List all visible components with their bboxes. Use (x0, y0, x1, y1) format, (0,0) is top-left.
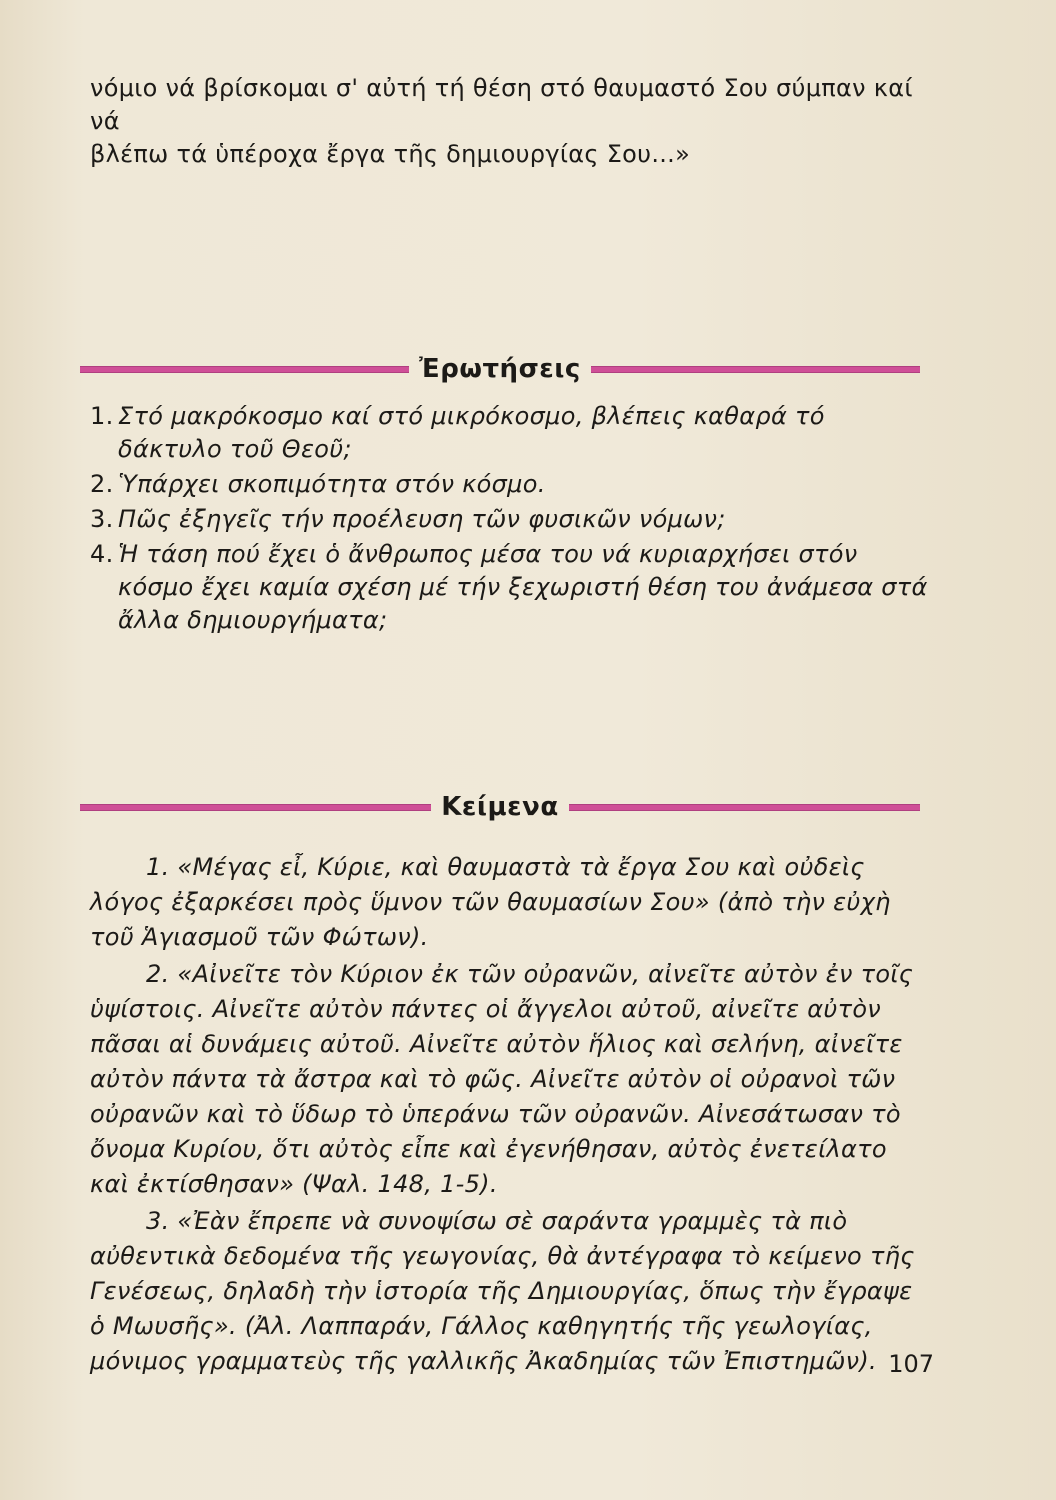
questions-heading-text: Ἐρωτήσεις (419, 354, 581, 384)
question-text: Πῶς ἐξηγεῖς τήν προέλευση τῶν φυσικῶν νόμων; (118, 505, 726, 533)
texts-heading-text: Κείμενα (441, 792, 559, 822)
question-text: Στό μακρόκοσμο καί στό μικρόκοσμο, βλέπεις καθαρά τό δάκτυλο τοῦ Θεοῦ; (118, 402, 825, 463)
question-number: 4. (90, 540, 114, 568)
text-excerpt: 1. «Μέγας εἶ, Κύριε, καὶ θαυμαστὰ τὰ ἔργα Σου καὶ οὐδεὶς λόγος ἐξαρκέσει πρὸς ὕμνον τῶν θαυμασίων Σου» (ἀπὸ τὴν εὐχὴ τοῦ Ἁγιασμοῦ τῶν Φώτων). (90, 853, 891, 951)
heading-rule-left (80, 804, 431, 811)
question-item (90, 503, 930, 536)
heading-rule-right (591, 366, 920, 373)
question-text: Ἡ τάση πού ἔχει ὁ ἄνθρωπος μέσα του νά κυριαρχήσει στόν κόσμο ἔχει καμία σχέση μέ τήν ξεχωριστή θέση του ἀνάμεσα στά ἄλλα δημιουργήματα; (118, 540, 928, 634)
question-item (90, 400, 930, 466)
intro-line: βλέπω τά ὑπέροχα ἔργα τῆς δημιουργίας Σου...» (90, 140, 691, 168)
page-number: 107 (888, 1350, 934, 1378)
questions-heading (80, 352, 920, 386)
question-text: Ὑπάρχει σκοπιμότητα στόν κόσμο. (118, 470, 546, 498)
heading-rule-left (80, 366, 409, 373)
question-number: 1. (90, 402, 114, 430)
intro-paragraph (90, 72, 930, 171)
question-number: 3. (90, 505, 114, 533)
question-item (90, 538, 930, 637)
text-excerpt: 3. «Ἐὰν ἔπρεπε νὰ συνοψίσω σὲ σαράντα γραμμὲς τὰ πιὸ αὐθεντικὰ δεδομένα τῆς γεωγονίας, θὰ ἀντέγραφα τὸ κείμενο τῆς Γενέσεως, δηλαδὴ τὴν ἱστορία τῆς Δημιουργίας, ὅπως τὴν ἔγραψε ὁ Μωυσῆς». (Ἀλ. Λαππαράν, Γάλλος καθηγητής τῆς γεωλογίας, μόνιμος γραμματεὺς τῆς γαλλικῆς Ἀκαδημίας τῶν Ἐπιστημῶν). (90, 1207, 915, 1375)
text-excerpt: 2. «Αἰνεῖτε τὸν Κύριον ἐκ τῶν οὐρανῶν, αἰνεῖτε αὐτὸν ἐν τοῖς ὑψίστοις. Αἰνεῖτε αὐτὸν πάντες οἱ ἄγγελοι αὐτοῦ, αἰνεῖτε αὐτὸν πᾶσαι αἱ δυνάμεις αὐτοῦ. Αἰνεῖτε αὐτὸν ἥλιος καὶ σελήνη, αἰνεῖτε αὐτὸν πάντα τὰ ἄστρα καὶ τὸ φῶς. Αἰνεῖτε αὐτὸν οἱ οὐρανοὶ τῶν οὐρανῶν καὶ τὸ ὕδωρ τὸ ὑπεράνω τῶν οὐρανῶν. Αἰνεσάτωσαν τὸ ὄνομα Κυρίου, ὅτι αὐτὸς εἶπε καὶ ἐγενήθησαν, αὐτὸς ἐνετείλατο καὶ ἐκτίσθησαν» (Ψαλ. 148, 1-5). (90, 960, 914, 1198)
intro-line: νόμιο νά βρίσκομαι σ' αὐτή τή θέση στό θαυμαστό Σου σύμπαν καί νά (90, 74, 913, 135)
questions-list (90, 400, 930, 639)
texts-heading (80, 790, 920, 824)
texts-list (90, 850, 930, 1381)
heading-rule-right (569, 804, 920, 811)
question-number: 2. (90, 470, 114, 498)
question-item (90, 468, 930, 501)
